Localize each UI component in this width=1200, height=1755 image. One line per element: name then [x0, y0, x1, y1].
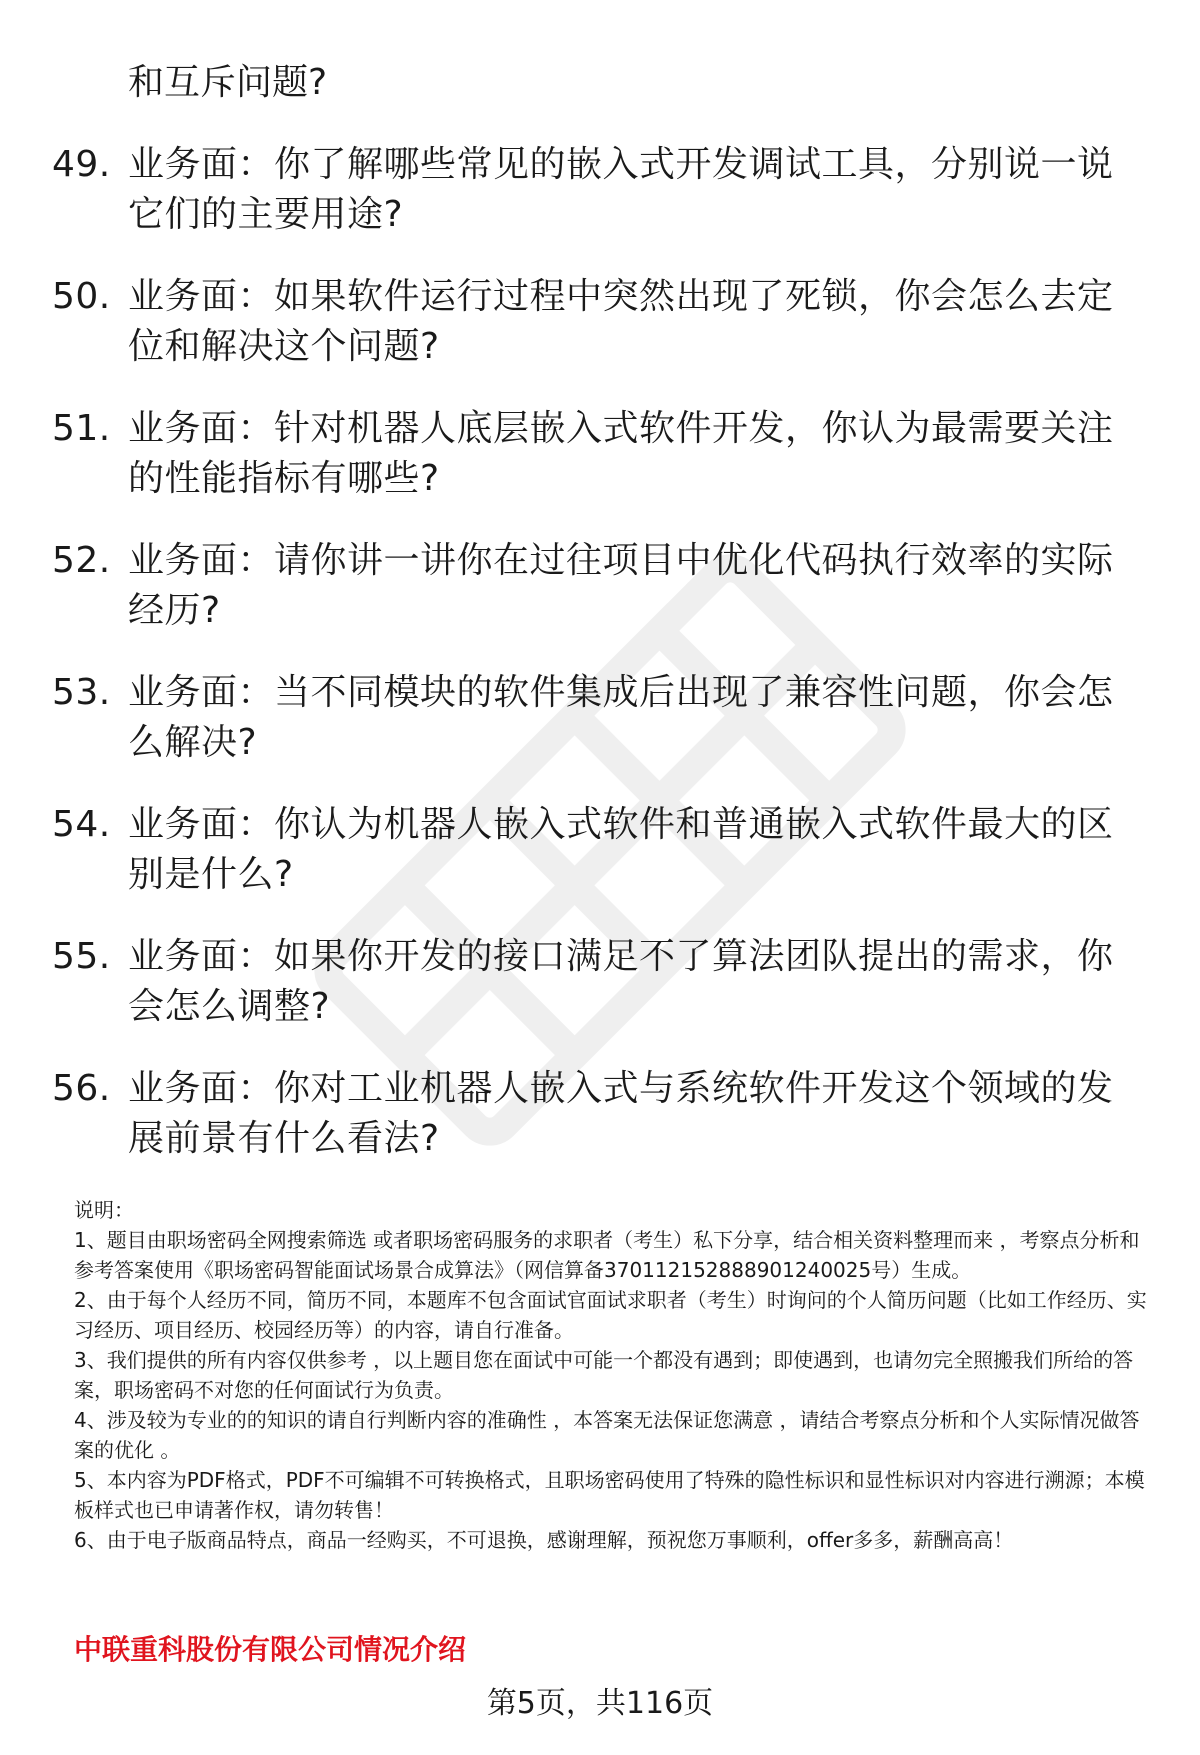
notes-section	[74, 1195, 1154, 1555]
note-item: 5、本内容为PDF格式，PDF不可编辑不可转换格式，且职场密码使用了特殊的隐性标识和显性标识对内容进行溯源；本模板样式也已申请著作权，请勿转售！	[74, 1468, 1145, 1522]
note-item: 3、我们提供的所有内容仅供参考 ，以上题目您在面试中可能一个都没有遇到；即使遇到，也请勿完全照搬我们所给的答案，职场密码不对您的任何面试行为负责。	[74, 1348, 1134, 1402]
question-number: 53.	[52, 672, 111, 713]
question-number: 50.	[52, 276, 111, 317]
question-item	[52, 668, 1142, 768]
note-item: 2、由于每个人经历不同，简历不同，本题库不包含面试官面试求职者（考生）时询问的个人简历问题（比如工作经历、实习经历、项目经历、校园经历等）的内容，请自行准备。	[74, 1288, 1147, 1342]
question-number: 54.	[52, 804, 111, 845]
question-text: 业务面：请你讲一讲你在过往项目中优化代码执行效率的实际经历?	[128, 540, 1114, 631]
question-text: 业务面：如果软件运行过程中突然出现了死锁，你会怎么去定位和解决这个问题?	[128, 276, 1114, 367]
question-item	[52, 404, 1142, 504]
question-text: 业务面：当不同模块的软件集成后出现了兼容性问题，你会怎么解决?	[128, 672, 1114, 763]
question-item	[52, 1064, 1142, 1164]
notes-title: 说明：	[74, 1198, 134, 1222]
question-text: 业务面：你认为机器人嵌入式软件和普通嵌入式软件最大的区别是什么?	[128, 804, 1114, 895]
question-text: 业务面：你了解哪些常见的嵌入式开发调试工具，分别说一说它们的主要用途?	[128, 144, 1114, 235]
question-list	[52, 58, 1142, 1196]
question-item	[52, 932, 1142, 1032]
note-item: 1、题目由职场密码全网搜索筛选 或者职场密码服务的求职者（考生）私下分享，结合相关资料整理而来 ，考察点分析和参考答案使用《职场密码智能面试场景合成算法》（网信算备370112152888901240025号）生成。	[74, 1228, 1140, 1282]
question-item	[52, 800, 1142, 900]
question-text: 业务面：你对工业机器人嵌入式与系统软件开发这个领域的发展前景有什么看法?	[128, 1068, 1114, 1159]
question-number: 49.	[52, 144, 111, 185]
question-number: 55.	[52, 936, 111, 977]
question-item	[52, 536, 1142, 636]
question-text: 业务面：如果你开发的接口满足不了算法团队提出的需求，你会怎么调整?	[128, 936, 1114, 1027]
question-text: 业务面：针对机器人底层嵌入式软件开发，你认为最需要关注的性能指标有哪些?	[128, 408, 1114, 499]
page-number: 第5页，共116页	[486, 1686, 714, 1721]
question-number: 56.	[52, 1068, 111, 1109]
question-item	[52, 272, 1142, 372]
company-section-title: 中联重科股份有限公司情况介绍	[74, 1633, 467, 1666]
question-item	[52, 140, 1142, 240]
question-number: 51.	[52, 408, 111, 449]
note-item: 6、由于电子版商品特点，商品一经购买，不可退换，感谢理解，预祝您万事顺利，offer多多，薪酬高高！	[74, 1528, 1014, 1552]
note-item: 4、涉及较为专业的的知识的请自行判断内容的准确性 ，本答案无法保证您满意 ，请结合考察点分析和个人实际情况做答案的优化 。	[74, 1408, 1140, 1462]
question-number: 52.	[52, 540, 111, 581]
question-continuation: 和互斥问题?	[128, 62, 328, 103]
